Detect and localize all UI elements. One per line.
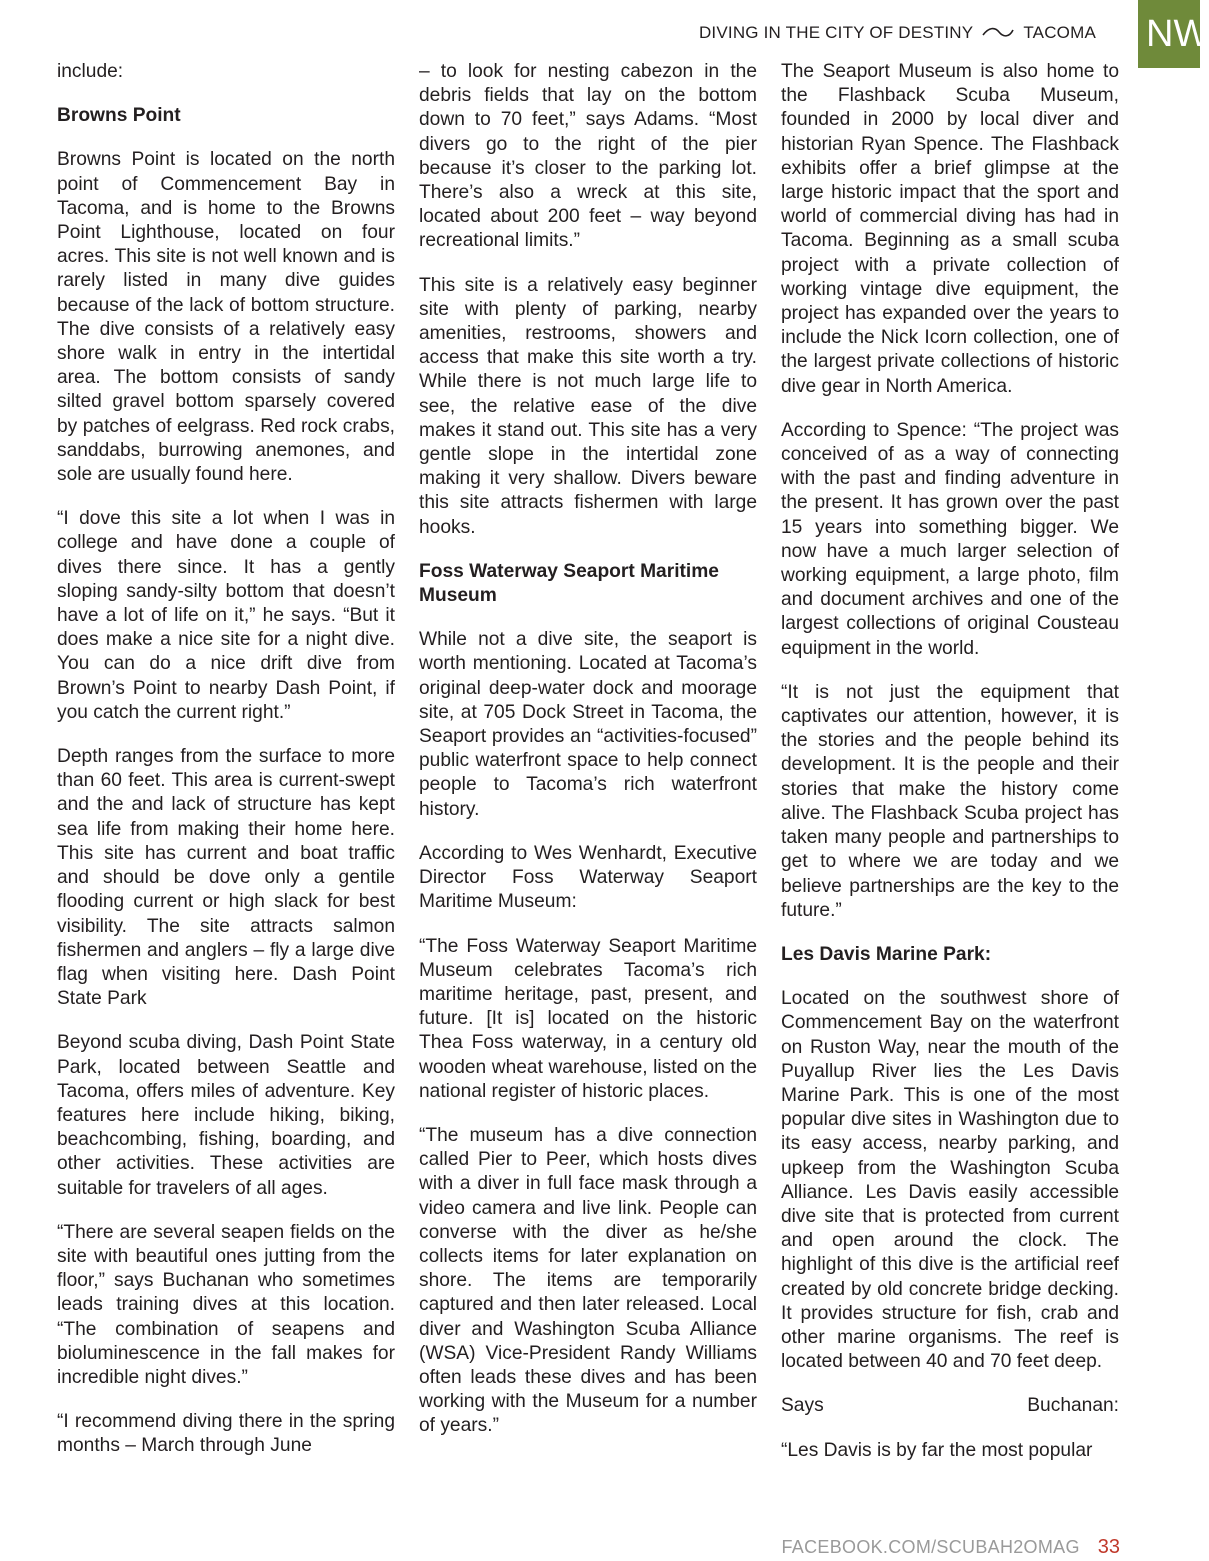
paragraph: “It is not just the equipment that captivates our attention, however, it is the stories and the people behind its development. It is the people and their stories that make the history come alive. The Flashback Scuba project has taken many people and partnerships to get to where we are today and we believe partnerships are the key to the future.”: [781, 681, 1119, 921]
paragraph: This site is a relatively easy beginner site with plenty of parking, nearby amenities, restrooms, showers and access that make this site worth a try. While there is not much large life to see, the relative ease of the dive makes it stand out. This site has a very gentle slope in the intertidal zone making it very shallow. Divers beware this site attracts fishermen with large hooks.: [419, 274, 757, 538]
running-header: [699, 18, 1096, 48]
column-1: [57, 60, 395, 1479]
paragraph: “There are several seapen fields on the site with beautiful ones jutting from the floor,” says Buchanan who sometimes leads training dives at this location. “The combination of seapens and bioluminescence in the fall makes for incredible night dives.”: [57, 1221, 395, 1388]
region-tab: NW: [1138, 0, 1200, 68]
header-city: TACOMA: [1023, 23, 1096, 42]
paragraph: “Les Davis is by far the most popular: [781, 1439, 1093, 1461]
section-heading-foss-waterway: Foss Waterway Seaport Maritime Museum: [419, 560, 719, 607]
says-speaker: Buchanan:: [1027, 1395, 1119, 1417]
column-3: [781, 60, 1119, 1483]
paragraph: While not a dive site, the seaport is worth mentioning. Located at Tacoma’s original deep-water dock and moorage site, at 705 Dock Street in Tacoma, the Seaport provides an “activities-focused” public waterfront space to help connect people to Tacoma’s rich waterfront history.: [419, 629, 757, 820]
paragraph: Located on the southwest shore of Commencement Bay on the waterfront on Ruston Way, near the mouth of the Puyallup River lies the Les Davis Marine Park. This is one of the most popular dive sites in Washington due to its easy access, nearby parking, and upkeep from the Washington Scuba Alliance. Les Davis easily accessible dive site that is protected from current and open around the clock. The highlight of this dive is the artificial reef created by old concrete bridge decking. It provides structure for fish, crab and other marine organisms. The reef is located between 40 and 70 feet deep.: [781, 988, 1119, 1373]
paragraph: According to Spence: “The project was conceived of as a way of connecting with the past and finding adventure in the present. It has grown over the past 15 years into something bigger. We now have a much larger selection of working equipment, a large photo, film and document archives and one of the largest collections of original Cousteau equipment in the world.: [781, 419, 1119, 659]
page-footer: [782, 1533, 1121, 1561]
paragraph: “The Foss Waterway Seaport Maritime Museum celebrates Tacoma’s rich maritime heritage, past, present, and future. [It is] located on the historic Thea Foss waterway, in a century old wooden wheat warehouse, listed on the national register of historic places.: [419, 935, 757, 1102]
paragraph: “I dove this site a lot when I was in college and have done a couple of dives there since. It has a gently sloping sandy-silty bottom that doesn’t have a lot of life on it,” he says. “But it does make a nice site for a night dive. You can do a nice drift dive from Brown’s Point to nearby Dash Point, if you catch the current right.”: [57, 508, 395, 723]
paragraph: include:: [57, 61, 124, 82]
section-heading-browns-point: Browns Point: [57, 105, 181, 127]
says-line: [781, 1394, 1119, 1418]
page-number: 33: [1097, 1535, 1120, 1558]
paragraph: Browns Point is located on the north point of Commencement Bay in Tacoma, and is home to the Browns Point Lighthouse, located on four acres. This site is not well known and is rarely listed in many dive guides because of the lack of bottom structure. The dive consists of a relatively easy shore walk in entry in the intertidal area. The bottom consists of sandy silted gravel bottom sparsely covered by patches of eelgrass. Red rock crabs, sanddabs, burrowing anemones, and sole are usually found here.: [57, 149, 395, 486]
footer-url: FACEBOOK.COM/SCUBAH2OMAG: [781, 1536, 1080, 1557]
says-word: Says: [781, 1395, 824, 1417]
section-heading-les-davis: Les Davis Marine Park:: [781, 943, 992, 965]
header-section-title: DIVING IN THE CITY OF DESTINY: [698, 23, 974, 42]
paragraph: Depth ranges from the surface to more than 60 feet. This area is current-swept and the and lack of structure has kept sea life from making their home here. This site has current and boat traffic and should be dove only a gentile flooding current or high slack for best visibility. The site attracts salmon fishermen and anglers – fly a large dive flag when visiting here. Dash Point State Park: [57, 746, 395, 1010]
paragraph: “I recommend diving there in the spring months – March through June: [57, 1411, 395, 1457]
paragraph: “The museum has a dive connection called Pier to Peer, which hosts dives with a diver in full face mask through a video camera and live link. People can converse with the diver as he/she collects items for later explanation on shore. The items are temporarily captured and then later released. Local diver and Washington Scuba Alliance (WSA) Vice-President Randy Williams often leads these dives and has been working with the Museum for a number of years.”: [419, 1124, 757, 1437]
paragraph: – to look for nesting cabezon in the debris fields that lay on the bottom down to 70 feet,” says Adams. “Most divers go to the right of the pier because it’s closer to the parking lot. There’s also a wreck at this site, located about 200 feet – way beyond recreational limits.”: [419, 61, 757, 252]
column-2: [419, 60, 757, 1459]
paragraph: Beyond scuba diving, Dash Point State Park, located between Seattle and Tacoma, offers miles of adventure. Key features here include hiking, biking, beachcombing, fishing, boarding, and other activities. These activities are suitable for travelers of all ages.: [57, 1032, 395, 1199]
tilde-swash-icon: [981, 26, 1015, 40]
paragraph: According to Wes Wenhardt, Executive Director Foss Waterway Seaport Maritime Museum:: [419, 842, 757, 913]
paragraph: The Seaport Museum is also home to the Flashback Scuba Museum, founded in 2000 by local diver and historian Ryan Spence. The Flashback exhibits offer a brief glimpse at the large historic impact that the sport and world of commercial diving has had in Tacoma. Beginning as a small scuba project with a private collection of working vintage dive equipment, the project has expanded over the years to include the Nick Icorn collection, one of the largest private collections of historic dive gear in North America.: [781, 61, 1119, 397]
